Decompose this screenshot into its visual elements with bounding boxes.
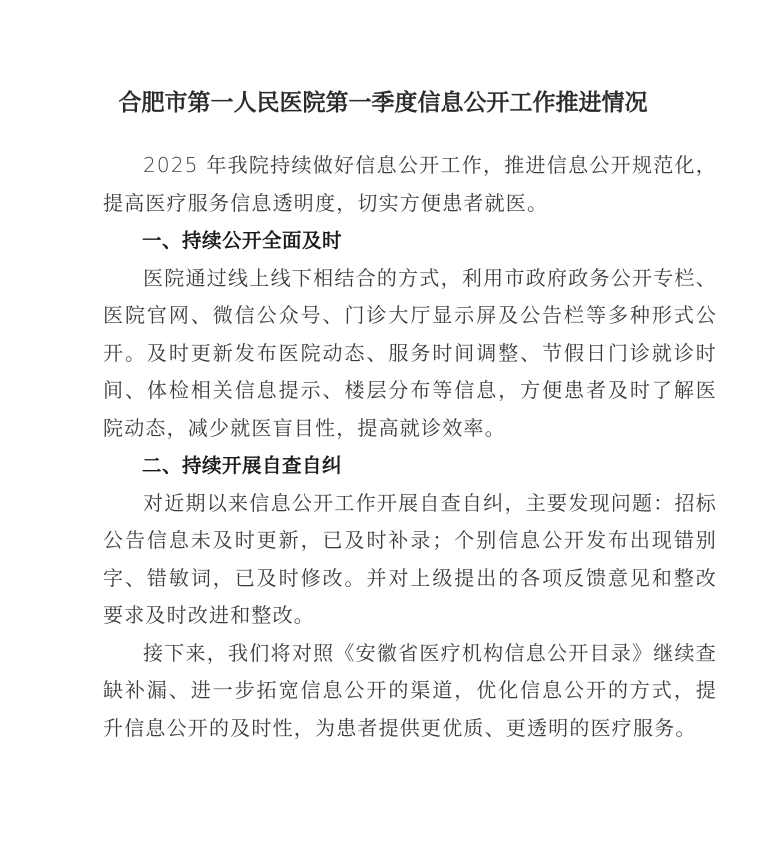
document-body: [103, 147, 717, 747]
document-title: 合肥市第一人民医院第一季度信息公开工作推进情况: [118, 89, 648, 116]
section-2-heading: 二、持续开展自查自纠: [142, 454, 343, 477]
section-2-paragraph: 对近期以来信息公开工作开展自查自纠，主要发现问题：招标公告信息未及时更新，已及时补录；个别信息公开发布出现错别字、错敏词，已及时修改。并对上级提出的各项反馈意见和整改要求及时改进和整改。: [103, 490, 717, 627]
section-1-paragraph: 医院通过线上线下相结合的方式，利用市政府政务公开专栏、医院官网、微信公众号、门诊大厅显示屏及公告栏等多种形式公开。及时更新发布医院动态、服务时间调整、节假日门诊就诊时间、体检相关信息提示、楼层分布等信息，方便患者及时了解医院动态，减少就医盲目性，提高就诊效率。: [103, 265, 717, 440]
section-1-heading: 一、持续公开全面及时: [142, 229, 343, 252]
intro-paragraph: 2025 年我院持续做好信息公开工作，推进信息公开规范化，提高医疗服务信息透明度，切实方便患者就医。: [103, 153, 717, 215]
closing-paragraph: 接下来，我们将对照《安徽省医疗机构信息公开目录》继续查缺补漏、进一步拓宽信息公开的渠道，优化信息公开的方式，提升信息公开的及时性，为患者提供更优质、更透明的医疗服务。: [103, 640, 717, 740]
